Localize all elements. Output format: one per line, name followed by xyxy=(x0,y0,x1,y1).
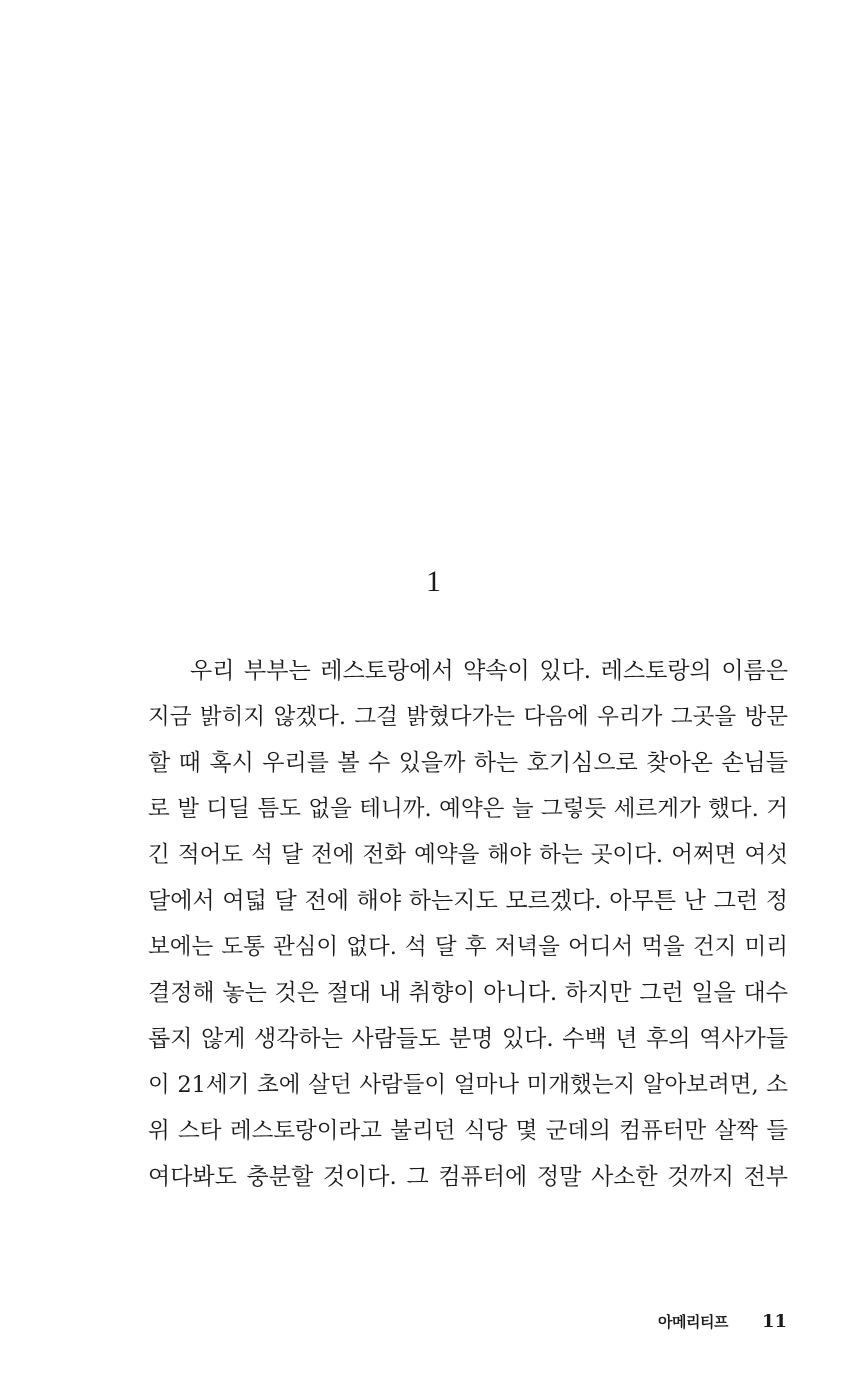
text-line: 할 때 혹시 우리를 볼 수 있을까 하는 호기심으로 찾아온 손님들 xyxy=(148,750,788,776)
body-text xyxy=(148,648,788,1200)
text-line: 로 발 디딜 틈도 없을 테니까. 예약은 늘 그렇듯 세르게가 했다. 거 xyxy=(148,796,788,822)
text-line: 보에는 도통 관심이 없다. 석 달 후 저녁을 어디서 먹을 건지 미리 xyxy=(148,934,788,960)
text-line: 여다봐도 충분할 것이다. 그 컴퓨터에 정말 사소한 것까지 전부 xyxy=(148,1164,788,1190)
text-line: 달에서 여덟 달 전에 해야 하는지도 모르겠다. 아무튼 난 그런 정 xyxy=(148,888,788,914)
text-line: 결정해 놓는 것은 절대 내 취향이 아니다. 하지만 그런 일을 대수 xyxy=(148,980,788,1006)
chapter-number: 1 xyxy=(426,565,441,598)
text-line: 위 스타 레스토랑이라고 불리던 식당 몇 군데의 컴퓨터만 살짝 들 xyxy=(148,1118,788,1144)
text-line: 롭지 않게 생각하는 사람들도 분명 있다. 수백 년 후의 역사가들 xyxy=(148,1026,788,1052)
running-title: 아메리티프 xyxy=(657,1312,728,1331)
text-line: 지금 밝히지 않겠다. 그걸 밝혔다가는 다음에 우리가 그곳을 방문 xyxy=(148,704,788,730)
text-line: 긴 적어도 석 달 전에 전화 예약을 해야 하는 곳이다. 어쩌면 여섯 xyxy=(148,842,788,868)
page-footer xyxy=(658,1306,787,1336)
text-line: 우리 부부는 레스토랑에서 약속이 있다. 레스토랑의 이름은 xyxy=(190,658,788,684)
page-number: 11 xyxy=(761,1310,787,1332)
text-line: 이 21세기 초에 살던 사람들이 얼마나 미개했는지 알아보려면, 소 xyxy=(148,1072,788,1098)
